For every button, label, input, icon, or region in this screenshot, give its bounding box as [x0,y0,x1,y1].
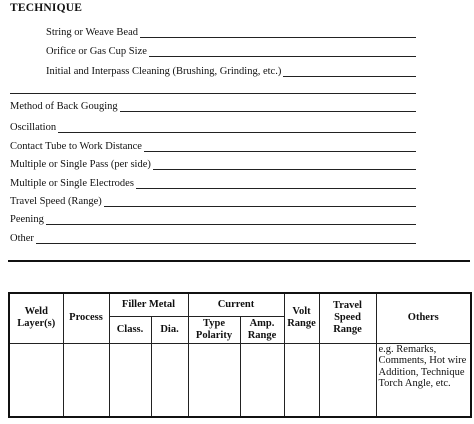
field-blank[interactable] [283,66,416,77]
field-travel-speed-range[interactable] [10,193,416,207]
cell-amp-range[interactable] [240,343,284,417]
table-row [9,343,471,417]
field-blank[interactable] [144,141,416,152]
field-blank[interactable] [46,214,416,225]
col-current: Current [188,293,284,316]
field-blank[interactable] [140,27,416,38]
welding-parameters-table [8,292,472,418]
cell-others-note[interactable]: e.g. Remarks, Comments, Hot wire Addition, Technique Torch Angle, etc. [376,343,471,417]
header-row-1 [9,293,471,316]
col-travel-speed-range: Travel Speed Range [319,293,376,343]
field-blank[interactable] [153,159,416,170]
field-label: String or Weave Bead [46,27,138,38]
field-label: Other [10,233,34,244]
field-string-weave-bead[interactable] [46,24,416,38]
field-label: Travel Speed (Range) [10,196,102,207]
section-title: TECHNIQUE [10,2,83,14]
field-oscillation[interactable] [10,119,416,133]
col-filler-metal: Filler Metal [109,293,188,316]
col-amp-range: Amp. Range [240,316,284,343]
field-label: Method of Back Gouging [10,101,118,112]
field-other[interactable] [10,230,416,244]
field-pass-per-side[interactable] [10,156,416,170]
cell-weld-layers[interactable] [9,343,63,417]
field-blank[interactable] [120,101,416,112]
blank-continuation-line[interactable] [10,81,416,94]
cell-travel-speed[interactable] [319,343,376,417]
col-dia: Dia. [151,316,188,343]
col-process: Process [63,293,109,343]
field-label: Initial and Interpass Cleaning (Brushing, Grinding, etc.) [46,66,282,77]
cell-process[interactable] [63,343,109,417]
field-label: Oscillation [10,122,57,133]
field-contact-tube-distance[interactable] [10,138,416,152]
field-back-gouging[interactable] [10,98,416,112]
field-interpass-cleaning[interactable] [46,63,416,77]
col-type-polarity: Type Polarity [188,316,240,343]
cell-class[interactable] [109,343,151,417]
col-class: Class. [109,316,151,343]
field-label: Contact Tube to Work Distance [10,141,142,152]
field-label: Orifice or Gas Cup Size [46,46,147,57]
field-label: Multiple or Single Pass (per side) [10,159,151,170]
field-label: Peening [10,214,44,225]
field-blank[interactable] [36,233,416,244]
col-weld-layers: Weld Layer(s) [9,293,63,343]
cell-dia[interactable] [151,343,188,417]
col-volt-range: Volt Range [284,293,319,343]
section-divider [8,260,470,262]
cell-volt-range[interactable] [284,343,319,417]
cell-type-polarity[interactable] [188,343,240,417]
field-blank[interactable] [136,178,416,189]
col-others: Others [376,293,471,343]
field-blank[interactable] [149,46,416,57]
field-blank[interactable] [58,122,416,133]
field-blank[interactable] [104,196,416,207]
field-label: Multiple or Single Electrodes [10,178,134,189]
field-peening[interactable] [10,211,416,225]
field-electrodes[interactable] [10,175,416,189]
field-orifice-gas-cup-size[interactable] [46,43,416,57]
